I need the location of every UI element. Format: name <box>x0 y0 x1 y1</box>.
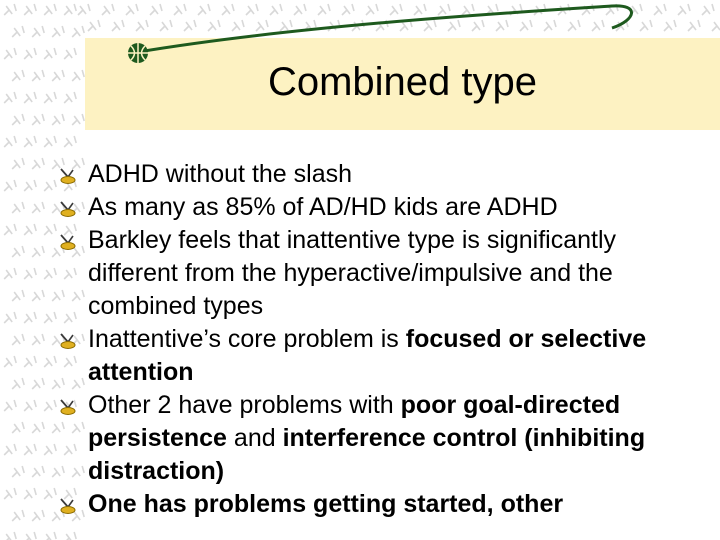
bullet-item <box>88 224 708 323</box>
sprout-bullet-icon <box>58 165 78 185</box>
bullet-item <box>88 191 708 224</box>
bullet-text: One has problems getting started, other <box>88 490 564 518</box>
bullet-text: As many as 85% of AD/HD kids are ADHD <box>88 193 558 221</box>
sprout-bullet-icon <box>58 231 78 251</box>
bullet-text: Other 2 have problems with <box>88 391 401 419</box>
sprout-bullet-icon <box>58 396 78 416</box>
bullet-item <box>88 158 708 191</box>
bullet-text: poor goal-directed persistence <box>88 391 621 452</box>
bullet-text: and <box>226 424 283 452</box>
bullet-text: Barkley feels that inattentive type is significantly different from the hyperactive/impulsive and the combined types <box>88 226 617 320</box>
bullet-text: ADHD without the slash <box>88 160 353 188</box>
bullet-text: interference control (inhibiting distraction) <box>88 424 646 485</box>
bullet-item <box>88 323 708 389</box>
bullet-text: focused or selective attention <box>88 325 647 386</box>
sprout-bullet-icon <box>58 198 78 218</box>
slide-title: Combined type <box>267 60 538 104</box>
sprout-bullet-icon <box>58 495 78 515</box>
bullet-list <box>88 158 708 521</box>
bullet-item <box>88 488 708 521</box>
bullet-item <box>88 389 708 488</box>
sprout-bullet-icon <box>58 330 78 350</box>
bullet-text: Inattentive’s core problem is <box>88 325 406 353</box>
